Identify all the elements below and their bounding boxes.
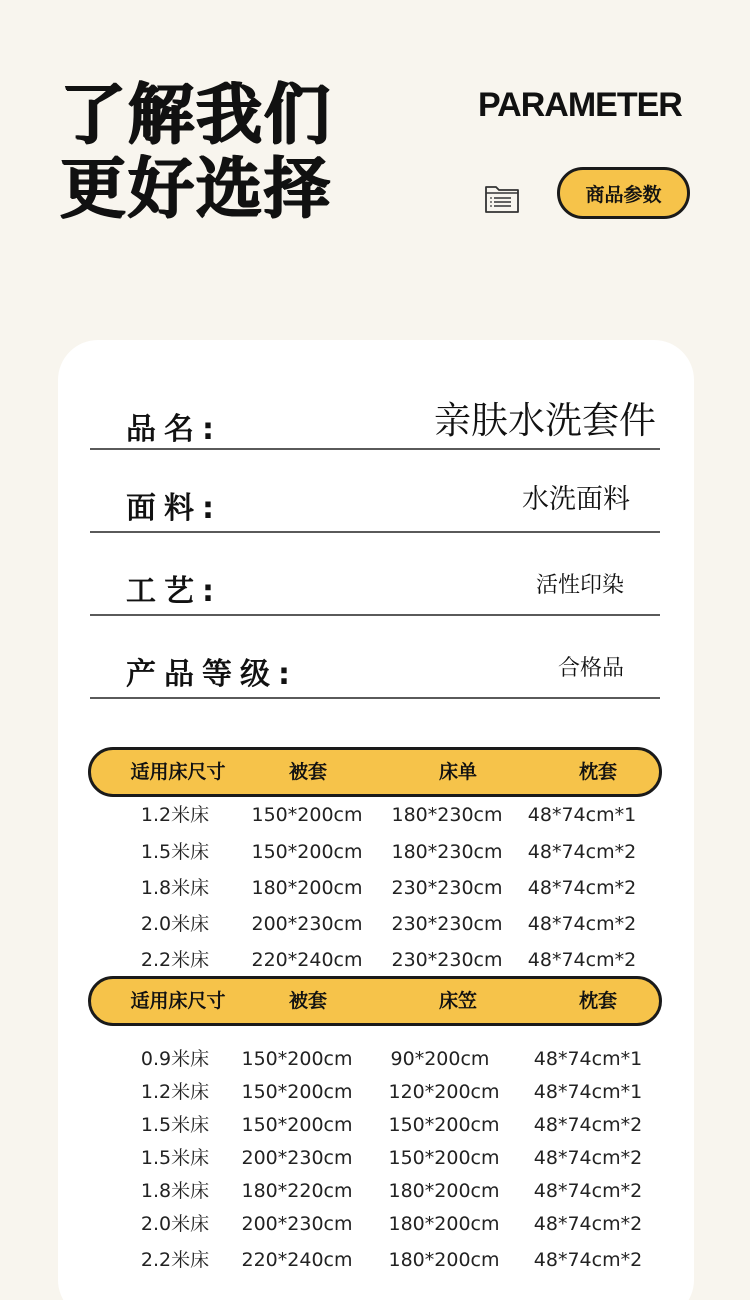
table-cell: 48*74cm*2 (527, 841, 637, 863)
table-row (58, 1143, 694, 1173)
table-cell: 48*74cm*2 (533, 1180, 643, 1202)
table-cell: 2.0米床 (140, 1213, 210, 1235)
property-value: 合格品 (557, 656, 624, 681)
table-row (58, 1245, 694, 1275)
table-row (58, 1110, 694, 1140)
table-cell: 1.5米床 (140, 1147, 210, 1169)
table-cell: 220*240cm (241, 1249, 353, 1271)
headline (60, 78, 332, 226)
column-header: 被套 (288, 990, 328, 1012)
table-cell: 180*200cm (388, 1213, 500, 1235)
table-row (58, 945, 694, 975)
table-cell: 1.2米床 (140, 1081, 210, 1103)
table-cell: 48*74cm*1 (527, 804, 637, 826)
table-cell: 180*230cm (391, 841, 503, 863)
table-cell: 150*200cm (251, 804, 363, 826)
table-cell: 180*220cm (241, 1180, 353, 1202)
table-cell: 230*230cm (391, 949, 503, 971)
table-cell: 48*74cm*2 (527, 913, 637, 935)
table-cell: 48*74cm*2 (527, 949, 637, 971)
table-row (58, 837, 694, 867)
table-row (58, 1044, 694, 1074)
property-value: 活性印染 (535, 573, 624, 598)
table-cell: 48*74cm*2 (527, 877, 637, 899)
table-row (58, 1077, 694, 1107)
property-label: 产品等级: (126, 657, 298, 692)
table-cell: 150*200cm (241, 1048, 353, 1070)
table-cell: 1.5米床 (140, 1114, 210, 1136)
table-cell: 230*230cm (391, 913, 503, 935)
table-cell: 150*200cm (241, 1114, 353, 1136)
table-cell: 48*74cm*2 (533, 1114, 643, 1136)
table-cell: 230*230cm (391, 877, 503, 899)
table-cell: 200*230cm (251, 913, 363, 935)
property-value: 水洗面料 (522, 484, 630, 515)
document-list-icon (484, 184, 520, 214)
headline-line-1: 了解我们 (60, 76, 332, 153)
table-cell: 1.5米床 (140, 841, 210, 863)
parameter-card (58, 340, 694, 1300)
table-cell: 90*200cm (390, 1048, 490, 1070)
column-header: 适用床尺寸 (130, 761, 226, 783)
column-header: 适用床尺寸 (130, 990, 226, 1012)
table-row (58, 1176, 694, 1206)
column-header: 被套 (288, 761, 328, 783)
table-cell: 1.8米床 (140, 1180, 210, 1202)
table-cell: 1.2米床 (140, 804, 210, 826)
column-header: 枕套 (578, 990, 618, 1012)
table-cell: 48*74cm*1 (533, 1081, 643, 1103)
table-cell: 200*230cm (241, 1213, 353, 1235)
property-craft (90, 533, 660, 616)
table-cell: 48*74cm*2 (533, 1213, 643, 1235)
table-row (58, 800, 694, 830)
table-cell: 180*230cm (391, 804, 503, 826)
property-label: 工艺: (126, 574, 222, 609)
column-header: 床笠 (438, 990, 478, 1012)
property-fabric (90, 450, 660, 533)
table-cell: 48*74cm*2 (533, 1249, 643, 1271)
table-cell: 2.2米床 (140, 949, 210, 971)
table-cell: 48*74cm*2 (533, 1147, 643, 1169)
table-cell: 2.0米床 (140, 913, 210, 935)
table-cell: 120*200cm (388, 1081, 500, 1103)
table-cell: 220*240cm (251, 949, 363, 971)
headline-line-2: 更好选择 (60, 150, 332, 227)
property-value: 亲肤水洗套件 (434, 399, 656, 442)
property-name (90, 380, 660, 450)
table-cell: 150*200cm (388, 1114, 500, 1136)
table-cell: 2.2米床 (140, 1249, 210, 1271)
property-label: 品名: (126, 412, 222, 447)
table-cell: 180*200cm (251, 877, 363, 899)
table2-header (88, 976, 662, 1026)
column-header: 床单 (438, 761, 478, 783)
table-row (58, 909, 694, 939)
table-row (58, 873, 694, 903)
table-cell: 0.9米床 (140, 1048, 210, 1070)
table-cell: 150*200cm (251, 841, 363, 863)
table-cell: 1.8米床 (140, 877, 210, 899)
table-row (58, 1209, 694, 1239)
property-grade (90, 616, 660, 699)
table-cell: 180*200cm (388, 1180, 500, 1202)
parameter-heading: PARAMETER (478, 86, 682, 124)
table-cell: 180*200cm (388, 1249, 500, 1271)
table-cell: 200*230cm (241, 1147, 353, 1169)
table-cell: 48*74cm*1 (533, 1048, 643, 1070)
property-label: 面料: (126, 491, 222, 526)
column-header: 枕套 (578, 761, 618, 783)
table-cell: 150*200cm (388, 1147, 500, 1169)
table1-header (88, 747, 662, 797)
product-params-badge: 商品参数 (557, 167, 690, 219)
table-cell: 150*200cm (241, 1081, 353, 1103)
